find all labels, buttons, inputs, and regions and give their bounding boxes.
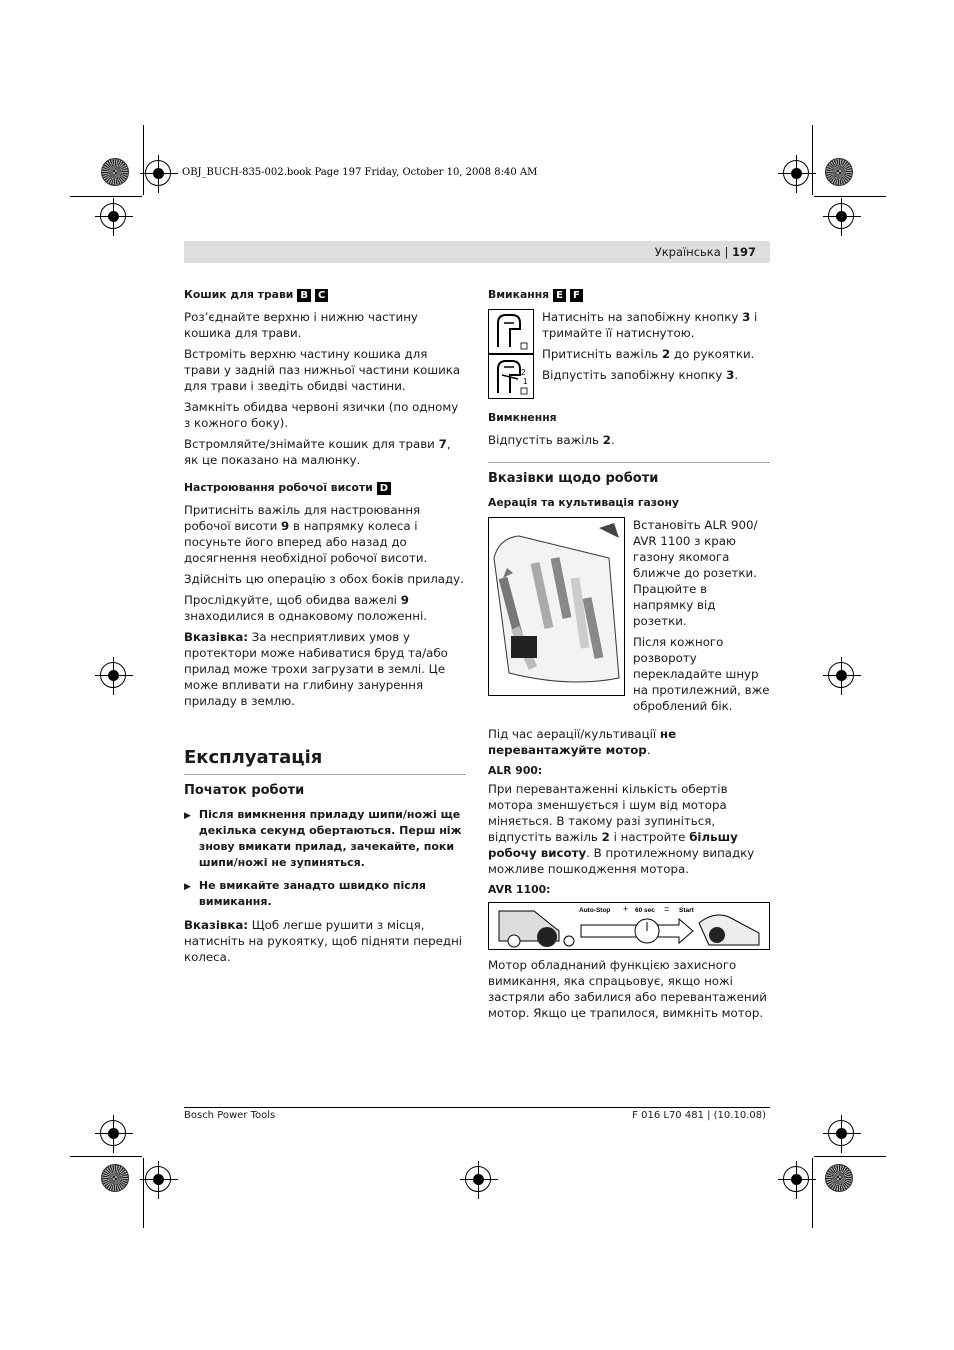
subsection-title: Вказівки щодо роботи	[488, 471, 659, 486]
paragraph: Встромляйте/знімайте кошик для трави 7, як це показано на малюнку.	[184, 437, 451, 467]
figure-badge: C	[315, 289, 328, 302]
figure-badge: F	[570, 289, 583, 302]
right-column	[488, 287, 770, 1026]
main-title: Експлуатація	[184, 747, 323, 768]
figure-badge: B	[297, 289, 311, 302]
start-label: Start	[679, 907, 694, 914]
registration-mark-icon	[828, 1120, 854, 1146]
paragraph: Притисніть важіль 2 до рукоятки.	[542, 347, 755, 361]
paragraph: Прослідкуйте, щоб обидва важелі 9 знаходилися в однаковому положенні.	[184, 593, 427, 623]
page-header	[184, 241, 770, 263]
print-info: OBJ_BUCH-835-002.book Page 197 Friday, October 10, 2008 8:40 AM	[182, 167, 538, 178]
registration-mark-icon	[783, 160, 809, 186]
registration-mark-icon	[465, 1166, 491, 1192]
color-target-icon	[825, 1164, 853, 1192]
registration-mark-icon	[100, 203, 126, 229]
sixty-sec-label: 60 sec	[635, 907, 655, 914]
divider	[184, 774, 466, 775]
crop-mark	[812, 125, 813, 195]
section-heading-avr1100: AVR 1100:	[488, 883, 551, 896]
lever-label-2: 2	[521, 368, 526, 377]
warning-bullet: ▶ Не вмикайте занадто швидко після вимикання.	[184, 879, 426, 908]
divider	[488, 462, 770, 463]
switch-on-block	[488, 309, 770, 403]
paragraph: Роз’єднайте верхню і нижню частину кошика для трави.	[184, 310, 418, 340]
plus-sign: +	[623, 904, 629, 914]
paragraph: Здійсніть цю операцію з обох боків приладу.	[184, 572, 464, 586]
crop-mark	[814, 196, 886, 197]
warning-bullet: ▶ Після вимкнення приладу шипи/ножі ще декілька секунд обертаються. Перш ніж знову вмикати прилад, зачекайте, поки шипи/ножі не зупиняться.	[184, 808, 462, 869]
heading-text: Кошик для трави	[184, 288, 294, 301]
crop-mark	[143, 125, 144, 195]
section-heading-grass-box	[184, 287, 466, 303]
figure-badge: D	[377, 482, 391, 495]
paragraph: Встановіть ALR 900/ AVR 1100 з краю газону якомога ближче до розетки. Працюйте в напрямку від розетки.	[633, 518, 758, 628]
handle-lever-illustration	[488, 309, 534, 403]
auto-stop-label: Auto-Stop	[579, 907, 611, 914]
section-heading-switch-on	[488, 287, 770, 303]
paragraph: Мотор обладнаний функцією захисного вимикання, яка спрацьовує, якщо ножі застряли або забилися або перевантажений мотор. Якщо це трапилося, вимкніть мотор.	[488, 958, 767, 1020]
note-paragraph: Вказівка: За несприятливих умов у протектори може набиватися бруд та/або прилад може трохи загрузати в землі. Це може впливати на глибину занурення приладу в землю.	[184, 630, 448, 708]
section-heading-aeration: Аерація та культивація газону	[488, 496, 679, 509]
registration-mark-icon	[828, 662, 854, 688]
heading-text: Настроювання робочої висоти	[184, 481, 373, 494]
paragraph: Під час аерації/культивації не перевантажуйте мотор.	[488, 727, 677, 757]
paragraph: При перевантаженні кількість обертів мотора зменшується і шум від мотора міняється. В такому разі зупиніться, відпустіть важіль 2 і настройте більшу робочу висоту. В протилежному випадку можливе пошкодження мотора.	[488, 782, 755, 876]
paragraph: Відпустіть важіль 2.	[488, 433, 615, 447]
crop-mark	[812, 1158, 813, 1228]
registration-mark-icon	[145, 160, 171, 186]
left-column	[184, 287, 466, 970]
equals-sign: =	[664, 904, 670, 914]
paragraph: Встроміть верхню частину кошика для трави у задній паз нижньої частини кошика для трави і зведіть обидві частини.	[184, 347, 461, 393]
heading-text: Вмикання	[488, 288, 550, 301]
footer-divider	[184, 1107, 770, 1108]
color-target-icon	[101, 1164, 129, 1192]
header-language: Українська	[654, 245, 721, 259]
page-number: 197	[731, 245, 756, 259]
crop-mark	[814, 1156, 886, 1157]
section-heading-alr900: ALR 900:	[488, 764, 543, 777]
section-heading-working-height	[184, 480, 466, 496]
paragraph: Натисніть на запобіжну кнопку 3 і тримайте її натиснутою.	[542, 310, 758, 340]
note-paragraph: Вказівка: Щоб легше рушити з місця, натисніть на рукоятку, щоб підняти передні колеса.	[184, 918, 463, 964]
lawn-pattern-illustration	[488, 517, 625, 696]
aeration-block	[488, 517, 770, 719]
figure-badge: E	[553, 289, 566, 302]
section-heading-switch-off: Вимкнення	[488, 411, 557, 424]
color-target-icon	[101, 158, 129, 186]
header-text: Українська | 197	[654, 245, 756, 259]
crop-mark	[70, 1156, 142, 1157]
subsection-title: Початок роботи	[184, 783, 305, 798]
paragraph: Після кожного розвороту перекладайте шнур на протилежний, вже оброблений бік.	[633, 635, 770, 713]
paragraph: Притисніть важіль для настроювання робочої висоти 9 в напрямку колеса і посуньте його вперед або назад до досягнення необхідної робочої висоти.	[184, 503, 428, 565]
paragraph: Замкніть обидва червоні язички (по одному з кожного боку).	[184, 400, 459, 430]
auto-stop-illustration	[488, 902, 770, 950]
color-target-icon	[825, 158, 853, 186]
registration-mark-icon	[145, 1166, 171, 1192]
bullet-triangle-icon: ▶	[184, 811, 191, 821]
footer-doc-number: F 016 L70 481 | (10.10.08)	[632, 1110, 766, 1121]
lever-label-1: 1	[523, 377, 528, 386]
bullet-triangle-icon: ▶	[184, 882, 191, 892]
registration-mark-icon	[828, 203, 854, 229]
registration-mark-icon	[783, 1166, 809, 1192]
paragraph: Відпустіть запобіжну кнопку 3.	[542, 368, 739, 382]
footer-brand: Bosch Power Tools	[184, 1110, 276, 1121]
crop-mark	[143, 1158, 144, 1228]
registration-mark-icon	[100, 662, 126, 688]
crop-mark	[70, 196, 142, 197]
registration-mark-icon	[100, 1120, 126, 1146]
